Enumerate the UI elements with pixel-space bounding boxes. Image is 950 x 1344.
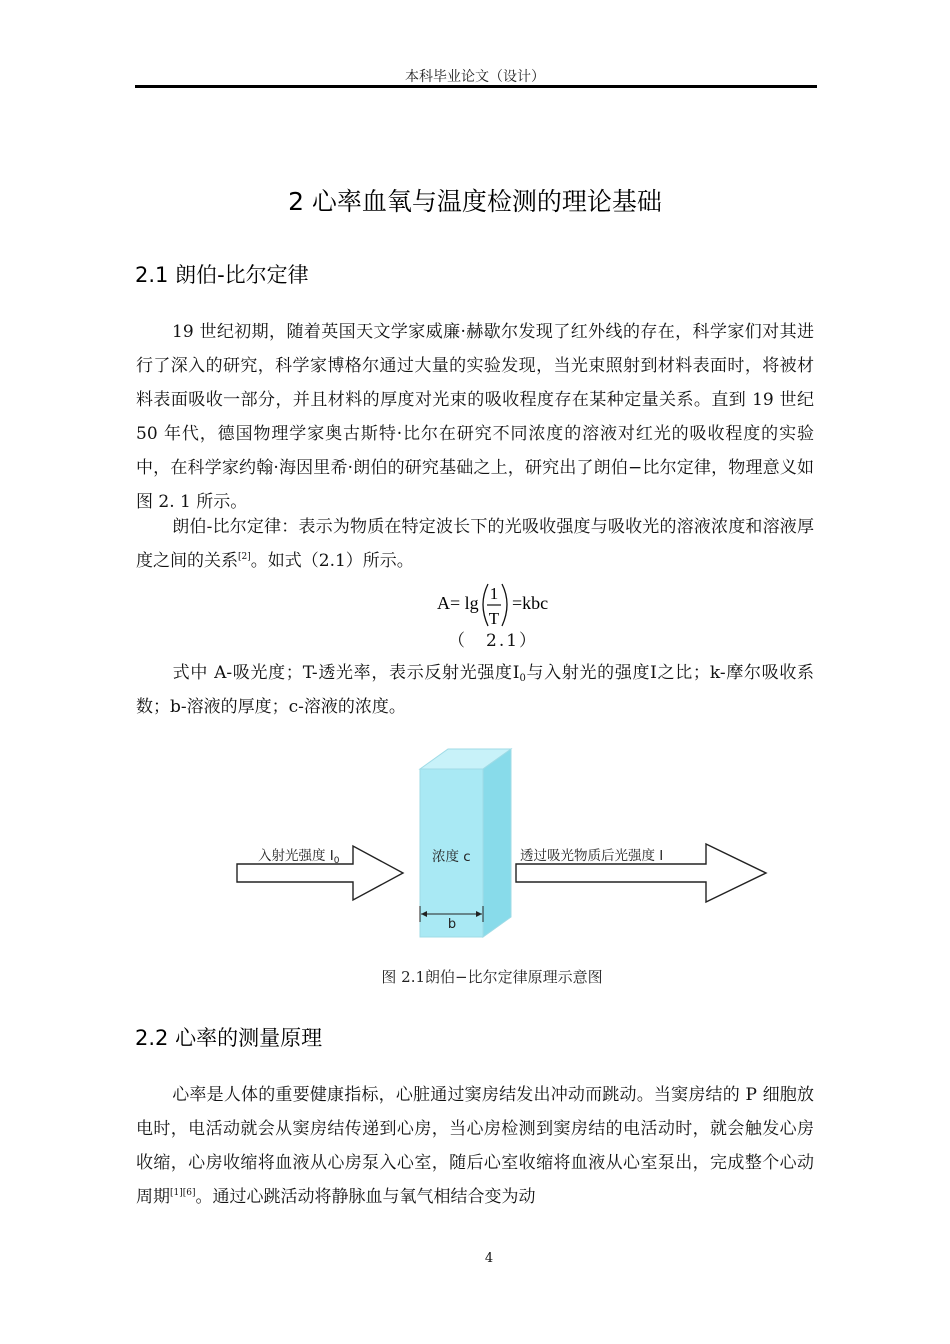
symbol-i: I [650,663,657,683]
citation-ref: [2] [238,552,251,562]
paragraph-heart-rate-principle [136,1078,814,1214]
equation-numerator: 1 [489,584,499,603]
equation-rhs: =kbc [512,593,549,613]
figure-beer-lambert-diagram [0,740,950,950]
cuboid-side [483,749,511,937]
paragraph-text: 与入射光的强度 [525,663,651,683]
transmitted-light-label: 透过吸光物质后光强度 I [520,848,664,864]
concentration-label: 浓度 c [432,849,471,865]
thickness-label: b [447,917,457,932]
running-header: 本科毕业论文（设计） [405,69,545,85]
paragraph-text: 。通过心跳活动将静脉血与氧气相结合变为动 [195,1187,536,1207]
symbol-i0-subscript: 0 [519,673,526,684]
citation-ref: [1][6] [170,1188,196,1198]
paragraph-beer-lambert-history [136,315,814,519]
section-title-2-2: 2.2 心率的测量原理 [135,1026,323,1050]
paragraph-text: 朗伯-比尔定律：表示为物质在特定波长下的光吸收强度与吸收光的溶液浓度和溶液厚度之间的关系 [136,517,814,571]
section-title-2-1: 2.1 朗伯-比尔定律 [135,263,309,287]
right-paren-icon [502,584,507,626]
equation-number: （ 2.1） [448,631,539,651]
page-number: 4 [484,1251,494,1266]
paragraph-text: 心率是人体的重要健康指标，心脏通过窦房结发出冲动而跳动。当窦房结的 P 细胞放电时，电活动就会从窦房结传递到心房，当心房检测到窦房结的电活动时，就会触发心房收缩，心房收缩将血液从心房泵入心室，随后心室收缩将血液从心室泵出，完成整个心动周期 [136,1085,814,1207]
paragraph-text: 之比；k-摩尔吸收系数；b-溶液的厚度；c-溶液的浓度。 [136,663,814,717]
header-rule [135,85,817,88]
paragraph-symbol-definitions [136,656,814,724]
paragraph-text: 。如式（2.1）所示。 [250,551,414,571]
symbol-i0: I [512,663,520,683]
chapter-title: 2 心率血氧与温度检测的理论基础 [288,187,662,216]
paragraph-text: 式中 A-吸光度；T-透光率，表示反射光强度 [172,663,513,683]
incident-light-label: 入射光强度 $I_0$ [258,848,340,866]
paragraph-beer-lambert-definition [136,510,814,578]
figure-caption: 图 2.1朗伯−比尔定律原理示意图 [381,968,603,986]
equation-lhs: A= lg [437,593,479,613]
paragraph-text: 19 世纪初期，随着英国天文学家威廉·赫歇尔发现了红外线的存在，科学家们对其进行了深入的研究，科学家博格尔通过大量的实验发现，当光束照射到材料表面时，将被材料表面吸收一部分，并且材料的厚度对光束的吸收程度存在某种定量关系。直到 19 世纪 50 年代，德国物理学家奥古斯特·比尔在研究不同浓度的溶液对红光的吸收程度的实验中，在科学家约翰·海因里希·朗伯的研究基础之上，研究出了朗伯−比尔定律，物理意义如图 2. 1 所示。 [136,322,814,512]
equation-denominator: T [488,609,500,628]
